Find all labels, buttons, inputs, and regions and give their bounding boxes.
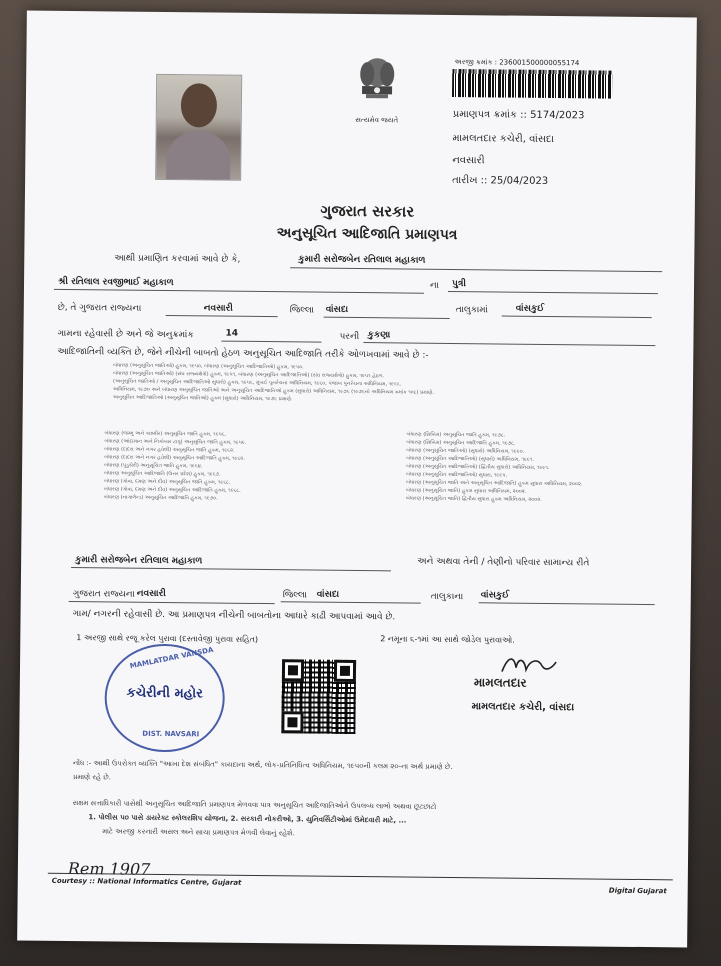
application-number: અરજી ક્રમાંક : 236001500000055174 [454, 57, 580, 68]
basis-item-2: 2 નમૂના ૬-૧માં આ સાથે જોડેલ પુરાવાઓ. [380, 634, 515, 645]
signature-icon [498, 651, 558, 678]
office-seal [104, 643, 225, 752]
note-1: નોંધ :- આથી ઉપરોક્ત વ્યક્તિ "આખા દેશ સંબંધિત" કાયદાના અર્થ, લોક-પ્રતિનિધિત્વ અધિનિયમ, ૧૯૫૦ની કલમ ૨૦-ના અર્થ પ્રમાણે છે. [72, 759, 453, 772]
underline [166, 315, 278, 317]
qr-code [281, 659, 356, 734]
law-list-left: બંધારણ (જમ્મુ અને કાશ્મીર) અનુસૂચિત જાતિ હુકમ, ૧૯૫૬. બંધારણ (આંદામાન અને નિકોબાર ટાપુ) અનુસૂચિત જાતિ હુકમ, ૧૯૫૯. બંધારણ (દાદરા અને નગર હવેલી) અનુસૂચિત જાતિ હુકમ, ૧૯૬૨. બંધારણ (દાદરા અને નગર હવેલી) અનુસૂચિત આદિજાતિ હુકમ, ૧૯૬૨. બંધારણ (પુડુચેરી) અનુસૂચિત જાતિ હુકમ, ૧૯૬૪. બંધારણ અનુસૂચિત આદિજાતિ (ઉત્તર પ્રદેશ) હુકમ, ૧૯૬૭. બંધારણ (ગોવા, દમણ અને દીવ) અનુસૂચિત જાતિ હુકમ, ૧૯૬૮. બંધારણ (ગોવા, દમણ અને દીવ) અનુસૂચિત આદિજાતિ હુકમ, ૧૯૬૮. બંધારણ (નાગાલેન્ડ) અનુસૂચિત આદિજાતિ હુકમ, ૧૯૭૦. [103, 430, 247, 502]
certificate-title: અનુસૂચિત આદિજાતિ પ્રમાણપત્ર [276, 225, 458, 244]
tribe-label: પરની [339, 331, 360, 343]
basis-item-1: 1 અરજી સાથે રજૂ કરેલ પુરાવા (દસ્તાવેજી પુરાવા સહિત) [76, 633, 259, 644]
date-label: તારીખ :: [452, 174, 488, 187]
tribe-name: કુકણા [367, 330, 391, 341]
certificate-number-label: પ્રમાણપત્ર ક્રમાંક :: [452, 108, 527, 121]
seal-arc-top: MAMLATDAR VANSDA [129, 645, 215, 671]
qr-finder [334, 660, 356, 682]
state-prefix: છે, તે ગુજરાત રાજ્યના [57, 302, 142, 314]
note-4: માટે અરજી કરનારી અસલ અને સાચા પ્રમાણપત્ર મેળવી લેવાનું રહેશે. [102, 827, 295, 838]
residence-village: વાંસકુઈ [480, 590, 510, 601]
barcode [452, 69, 612, 99]
state-emblem-icon [352, 54, 403, 115]
village-name: વાંસકુઈ [515, 303, 545, 314]
seal-arc-bottom: DIST. NAVSARI [142, 729, 200, 739]
certify-prefix: આથી પ્રમાણિત કરવામાં આવે છે કે, [114, 253, 241, 265]
residence-taluka: વાંસદા [316, 589, 340, 600]
certificate-number-row [453, 109, 585, 121]
underline [281, 601, 421, 603]
underline [448, 291, 658, 294]
basis-statement: ગામ/ નગરની રહેવાસી છે. આ પ્રમાણપત્ર નીચેની બાબતોના આધારે કાઢી આપવામાં આવે છે. [72, 609, 396, 623]
qr-finder [281, 711, 303, 733]
residence-statement: અને અથવા તેની / તેણીનો પરિવાર સામાન્ય રીતે [417, 556, 590, 569]
applicant-photo [155, 74, 242, 181]
issue-date: 25/04/2023 [490, 175, 549, 187]
note-3: 1. પોલીસ ૫૦ પાસે ડાયરેક્ટ સ્કોલરશિપ યોજના, 2. સરકારી નોકરીઓ, 3. યુનિવર્સિટીઓમાં ઉમેદવારી માટે, ... [88, 813, 407, 825]
law-text: બંધારણ (અનુસૂચિત જાતિઓ) હુકમ, ૧૯૫૦, બંધારણ (અનુસૂચિત આદિજાતિઓ) હુકમ, ૧૯૫૦. બંધારણ (અનુસૂચિત જાતિઓ) (સંઘ રાજ્યક્ષેત્રો) હુકમ, ૧૯૫૧, બંધારણ (અનુસૂચિત આદિજાતિઓ) (સંઘ રાજ્યક્ષેત્રો) હુકમ, ૧૯૫૧ હેઠળ. (અનુસૂચિત જાતિઓ / અનુસૂચિત આદિજાતિઓ સુધારો) હુકમ, ૧૯૫૬, મુંબઈ પુનર્રચના અધિનિયમ, ૧૯૬૦, પંજાબ પુનર્રચના અધિનિયમ, ૧૯૬૬. અધિનિયમ, ૧૯૭૦ અને બંધારણ અનુસૂચિત જાતિઓ અને અનુસૂચિત આદિજાતિઓ હુકમ (સુધારો) અધિનિયમ, ૧૯૭૬ (૧૯૭૬નો અધિનિયમ ક્રમાંક ૧૦૮) પ્રમાણે. અનુસૂચિત આદિજાતિઓ (અનુસૂચિત જાતિઓ) હુકમ (સુધારો) અધિનિયમ, ૧૯૭૬ પ્રમાણે. [112, 362, 434, 403]
certificate-document [17, 11, 697, 948]
gov-title: ગુજરાત સરકાર [320, 201, 415, 221]
certificate-number: 5174/2023 [530, 109, 585, 122]
underline [221, 341, 321, 343]
footer-brand: Digital Gujarat [608, 886, 667, 896]
applicant-name-repeat: કુમારી સરોજબેન રતિલાલ મહાકાળ [75, 555, 203, 567]
father-name: શ્રી રતિલાલ રવજીભાઈ મહાકાળ [57, 276, 174, 289]
residence-district-label: જિલ્લા [282, 590, 308, 601]
district-name: નવસારી [203, 303, 233, 314]
relation-value: પુત્રી [451, 278, 467, 290]
office-line-1: મામલતદાર કચેરી, વાંસદા [452, 132, 555, 146]
footer-courtesy: Courtesy :: National Informatics Centre, Gujarat [51, 876, 242, 887]
note-2: સક્ષમ સત્તાધિકારી પાસેથી અનુસૂચિત આદિજાતિ પ્રમાણપત્ર મેળવવા પાત્ર અનુસૂચિત આદિજાતિઓને ઉપલબ્ધ લાભો અથવા છૂટછાટો [72, 799, 437, 811]
residence-state: ગુજરાત રાજ્યના [72, 589, 135, 600]
serial-number: 14 [225, 328, 239, 339]
underline [71, 567, 391, 571]
office-line-2: નવસારી [452, 154, 485, 167]
underline [290, 267, 662, 272]
taluka-name: વાંસદા [325, 304, 349, 315]
serial-prefix: ગામના રહેવાસી છે અને જે અનુક્રમાંક [57, 328, 194, 341]
emblem-caption: સત્યમેવ જયતે [355, 115, 399, 125]
underline [363, 342, 655, 346]
photo-head [181, 83, 217, 127]
law-list-right: બંધારણ (સિક્કિમ) અનુસૂચિત જાતિ હુકમ, ૧૯૭૮. બંધારણ (સિક્કિમ) અનુસૂચિત આદિજાતિ હુકમ, ૧૯૭૮. બંધારણ (અનુસૂચિત જાતિઓ) (સુધારો) અધિનિયમ, ૧૯૯૦. બંધારણ (અનુસૂચિત આદિજાતિઓ) (સુધારો) અધિનિયમ, ૧૯૯૧. બંધારણ (અનુસૂચિત આદિજાતિઓ) (દ્વિતીય સુધારો) અધિનિયમ, ૧૯૯૧. બંધારણ (અનુસૂચિત આદિજાતિઓ) સુધારા, ૧૯૯૫. બંધારણ (અનુસૂચિત જાતિ અને અનુસૂચિત આદિજાતિ) હુકમ સુધારા અધિનિયમ, ૨૦૦૨. બંધારણ (અનુસૂચિત જાતિ) હુકમ સુધારા અધિનિયમ, ૨૦૦૨. બંધારણ (અનુસૂચિત જાતિ) દ્વિતીય સુધારા હુકમ અધિનિયમ, ૨૦૦૨. [405, 431, 583, 503]
underline [54, 289, 424, 294]
residence-district: નવસારી [136, 588, 166, 600]
qr-finder [282, 659, 304, 681]
underline [479, 602, 655, 605]
photo-body [166, 131, 230, 180]
district-label: જિલ્લા [289, 305, 315, 316]
relation-label: ના [429, 280, 440, 291]
underline [502, 316, 652, 319]
underline [69, 601, 275, 604]
note-1b: પ્રમાણે રહે છે. [72, 773, 111, 782]
applicant-name: કુમારી સરોજબેન રતિલાલ મહાકાળ [298, 254, 426, 266]
date-row [452, 175, 548, 187]
residence-taluka-label: તાલુકાના [430, 591, 464, 603]
handwritten-mark: Rem 1907 [67, 858, 151, 879]
signatory-office: મામલતદાર કચેરી, વાંસદા [471, 701, 575, 714]
seal-text: કચેરીની મહોર [126, 685, 203, 702]
tribe-statement: આદિજાતિની વ્યક્તિ છે, જેને નીચેની બાબતો હેઠળ અનુસૂચિત આદિજાતિ તરીકે ઓળખવામાં આવે છે :- [57, 346, 429, 361]
signatory-title: મામલતદાર [473, 675, 527, 690]
underline [324, 317, 450, 319]
taluka-label: તાલુકામાં [455, 305, 488, 316]
